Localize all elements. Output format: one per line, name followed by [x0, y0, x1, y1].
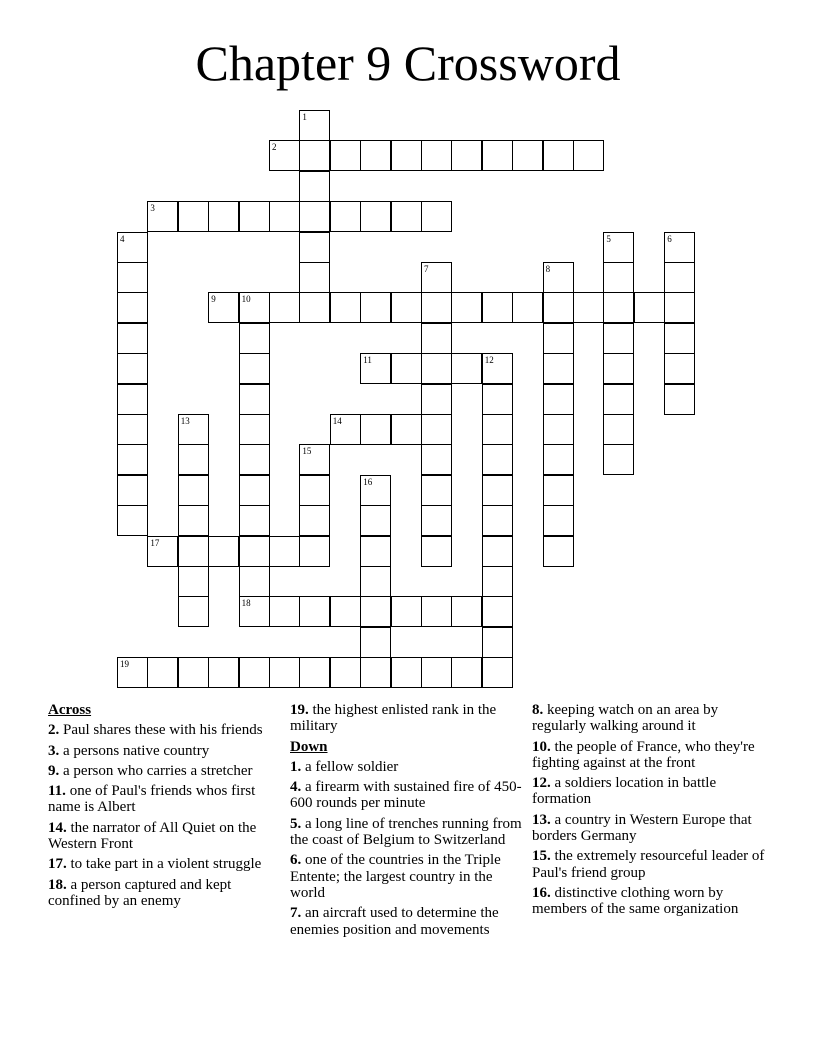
- grid-cell[interactable]: [664, 384, 695, 415]
- grid-cell[interactable]: [299, 171, 330, 202]
- clue-across-14[interactable]: 14. the narrator of All Quiet on the Western Front: [48, 819, 257, 853]
- grid-cell[interactable]: [543, 353, 574, 384]
- grid-cell[interactable]: [239, 505, 270, 536]
- grid-cell[interactable]: [543, 323, 574, 354]
- clue-across-9[interactable]: 9. a person who carries a stretcher: [48, 762, 253, 779]
- grid-cell[interactable]: [299, 536, 330, 567]
- clue-number-14: 14: [332, 416, 342, 426]
- grid-cell[interactable]: [512, 292, 543, 323]
- grid-cell[interactable]: [421, 292, 452, 323]
- clue-number-19: 19: [120, 659, 129, 670]
- clue-number-8: 8: [545, 264, 551, 274]
- grid-cell[interactable]: [421, 596, 452, 627]
- grid-cell[interactable]: [482, 414, 513, 445]
- grid-cell[interactable]: [208, 536, 239, 567]
- grid-cell[interactable]: [543, 414, 574, 445]
- grid-cell[interactable]: [421, 384, 452, 415]
- grid-cell[interactable]: [421, 444, 452, 475]
- grid-cell[interactable]: [573, 140, 604, 171]
- clue-down-7[interactable]: 7. an aircraft used to determine the enemies position and movements: [290, 905, 499, 938]
- grid-cell[interactable]: [391, 292, 422, 323]
- grid-cell[interactable]: [299, 232, 330, 263]
- grid-cell[interactable]: [299, 292, 330, 323]
- grid-cell[interactable]: [299, 475, 330, 506]
- grid-cell[interactable]: [178, 566, 209, 597]
- clue-down-16[interactable]: 16. distinctive clothing worn by members of the same organization: [532, 884, 739, 918]
- grid-cell[interactable]: [421, 353, 452, 384]
- grid-cell[interactable]: [299, 201, 330, 232]
- clue-down-13[interactable]: 13. a country in Western Europe that borders Germany: [532, 811, 752, 845]
- grid-cell[interactable]: [239, 566, 270, 597]
- clue-column-2: [290, 702, 526, 942]
- clue-column-3: [532, 702, 772, 922]
- grid-cell[interactable]: [451, 657, 482, 688]
- grid-cell[interactable]: [360, 292, 391, 323]
- grid-cell[interactable]: [299, 505, 330, 536]
- grid-cell[interactable]: [603, 292, 634, 323]
- grid-cell[interactable]: [482, 444, 513, 475]
- grid-cell[interactable]: [421, 505, 452, 536]
- grid-cell[interactable]: [239, 475, 270, 506]
- grid-cell[interactable]: [117, 262, 148, 293]
- grid-cell[interactable]: [360, 536, 391, 567]
- grid-cell[interactable]: [299, 657, 330, 688]
- grid-cell[interactable]: [269, 657, 300, 688]
- grid-cell[interactable]: [269, 201, 300, 232]
- clue-number-9: 9: [211, 294, 216, 305]
- grid-cell[interactable]: [603, 444, 634, 475]
- clue-across-19[interactable]: 19. the highest enlisted rank in the military: [290, 702, 497, 735]
- clue-number-11: 11: [363, 355, 372, 366]
- grid-cell[interactable]: [360, 596, 391, 627]
- clue-number-5: 5: [606, 233, 611, 244]
- grid-cell[interactable]: [330, 140, 361, 171]
- grid-cell[interactable]: [117, 353, 148, 384]
- grid-cell[interactable]: [451, 596, 482, 627]
- grid-cell[interactable]: [421, 414, 452, 445]
- grid-cell[interactable]: [421, 657, 452, 688]
- grid-cell[interactable]: [239, 536, 270, 567]
- grid-cell[interactable]: [178, 596, 209, 627]
- grid-cell[interactable]: [451, 292, 482, 323]
- clue-number-10: 10: [241, 294, 251, 305]
- grid-cell[interactable]: [117, 444, 148, 475]
- grid-cell[interactable]: [482, 657, 513, 688]
- grid-cell[interactable]: [330, 596, 361, 627]
- grid-cell[interactable]: [178, 475, 209, 506]
- clue-down-10[interactable]: 10. the people of France, who they're fighting against at the front: [532, 738, 755, 771]
- clue-number-2: 2: [272, 142, 277, 153]
- clue-across-18[interactable]: 18. a person captured and kept confined by an enemy: [48, 876, 232, 909]
- clue-down-12[interactable]: 12. a soldiers location in battle formation: [532, 775, 717, 808]
- across-heading: Across: [48, 702, 92, 718]
- clue-number-6: 6: [667, 233, 672, 244]
- grid-cell[interactable]: [117, 292, 148, 323]
- grid-cell[interactable]: [543, 536, 574, 567]
- grid-cell[interactable]: [360, 414, 391, 445]
- grid-cell[interactable]: [330, 201, 361, 232]
- clue-across-2[interactable]: 2. Paul shares these with his friends: [48, 722, 263, 739]
- clue-number-18: 18: [241, 598, 251, 609]
- clue-down-5[interactable]: 5. a long line of trenches running from the coast of Belgium to Switzerland: [290, 815, 522, 849]
- grid-cell[interactable]: [451, 140, 482, 171]
- grid-cell[interactable]: [482, 566, 513, 597]
- clue-number-17: 17: [150, 537, 160, 548]
- grid-cell[interactable]: [391, 201, 422, 232]
- grid-cell[interactable]: [117, 505, 148, 536]
- grid-cell[interactable]: [573, 292, 604, 323]
- grid-cell[interactable]: [543, 384, 574, 415]
- grid-cell[interactable]: [299, 140, 330, 171]
- grid-cell[interactable]: [208, 201, 239, 232]
- grid-cell[interactable]: [269, 536, 300, 567]
- grid-cell[interactable]: [603, 353, 634, 384]
- clue-number-13: 13: [180, 416, 190, 426]
- grid-cell[interactable]: [664, 323, 695, 354]
- grid-cell[interactable]: [239, 444, 270, 475]
- grid-cell[interactable]: [360, 627, 391, 658]
- grid-cell[interactable]: [239, 657, 270, 688]
- grid-cell[interactable]: [451, 353, 482, 384]
- grid-cell[interactable]: [603, 384, 634, 415]
- grid-cell[interactable]: [208, 657, 239, 688]
- grid-cell[interactable]: [391, 596, 422, 627]
- grid-cell[interactable]: [482, 536, 513, 567]
- clue-across-11[interactable]: 11. one of Paul's friends whos first name is Albert: [48, 783, 256, 816]
- grid-cell[interactable]: [360, 505, 391, 536]
- grid-cell[interactable]: [239, 323, 270, 354]
- grid-cell[interactable]: [603, 414, 634, 445]
- grid-cell[interactable]: [482, 292, 513, 323]
- grid-cell[interactable]: [391, 414, 422, 445]
- clue-down-4[interactable]: 4. a firearm with sustained fire of 450-600 rounds per minute: [290, 779, 522, 812]
- grid-cell[interactable]: [360, 201, 391, 232]
- grid-cell[interactable]: [391, 140, 422, 171]
- grid-cell[interactable]: [178, 536, 209, 567]
- grid-cell[interactable]: [421, 323, 452, 354]
- grid-cell[interactable]: [482, 140, 513, 171]
- grid-cell[interactable]: [482, 627, 513, 658]
- grid-cell[interactable]: [664, 292, 695, 323]
- grid-cell[interactable]: [178, 657, 209, 688]
- grid-cell[interactable]: [543, 292, 574, 323]
- clue-number-15: 15: [302, 446, 312, 457]
- grid-cell[interactable]: [421, 201, 452, 232]
- grid-cell[interactable]: [330, 657, 361, 688]
- grid-cell[interactable]: [117, 323, 148, 354]
- grid-cell[interactable]: [239, 201, 270, 232]
- grid-cell[interactable]: [299, 262, 330, 293]
- grid-cell[interactable]: [178, 505, 209, 536]
- grid-cell[interactable]: [360, 657, 391, 688]
- clue-number-7: 7: [424, 264, 429, 274]
- grid-cell[interactable]: [482, 475, 513, 506]
- clue-column-1: [48, 702, 284, 913]
- down-heading: Down: [290, 738, 328, 755]
- clue-across-3[interactable]: 3. a persons native country: [48, 742, 210, 759]
- grid-cell[interactable]: [603, 262, 634, 293]
- grid-cell[interactable]: [391, 657, 422, 688]
- clue-number-16: 16: [363, 476, 373, 487]
- grid-cell[interactable]: [117, 384, 148, 415]
- grid-cell[interactable]: [117, 475, 148, 506]
- grid-cell[interactable]: [482, 384, 513, 415]
- clue-down-15[interactable]: 15. the extremely resourceful leader of Paul's friend group: [532, 848, 765, 881]
- grid-cell[interactable]: [178, 444, 209, 475]
- clue-down-6[interactable]: 6. one of the countries in the Triple Entente; the largest country in the world: [290, 852, 501, 901]
- clue-down-8[interactable]: 8. keeping watch on an area by regularly walking around it: [532, 702, 719, 735]
- grid-cell[interactable]: [634, 292, 665, 323]
- page-title: Chapter 9 Crossword: [195, 35, 621, 91]
- grid-cell[interactable]: [603, 323, 634, 354]
- grid-cell[interactable]: [664, 262, 695, 293]
- clue-number-12: 12: [484, 355, 494, 366]
- clue-number-4: 4: [120, 233, 125, 244]
- grid-cell[interactable]: [543, 140, 574, 171]
- clue-number-3: 3: [150, 203, 155, 214]
- grid-cell[interactable]: [330, 292, 361, 323]
- grid-cell[interactable]: [117, 414, 148, 445]
- grid-cell[interactable]: [391, 353, 422, 384]
- grid-cell[interactable]: [543, 475, 574, 506]
- grid-cell[interactable]: [421, 475, 452, 506]
- grid-cell[interactable]: [178, 201, 209, 232]
- grid-cell[interactable]: [360, 140, 391, 171]
- grid-cell[interactable]: [512, 140, 543, 171]
- grid-cell[interactable]: [543, 444, 574, 475]
- grid-cell[interactable]: [147, 657, 178, 688]
- clue-across-17[interactable]: 17. to take part in a violent struggle: [48, 856, 262, 873]
- grid-cell[interactable]: [421, 536, 452, 567]
- grid-cell[interactable]: [299, 596, 330, 627]
- grid-cell[interactable]: [360, 566, 391, 597]
- grid-cell[interactable]: [239, 384, 270, 415]
- grid-cell[interactable]: [269, 292, 300, 323]
- grid-cell[interactable]: [239, 414, 270, 445]
- grid-cell[interactable]: [269, 596, 300, 627]
- grid-cell[interactable]: [664, 353, 695, 384]
- clue-number-1: 1: [302, 112, 307, 122]
- grid-cell[interactable]: [239, 353, 270, 384]
- clue-down-1[interactable]: 1. a fellow soldier: [290, 758, 399, 775]
- grid-cell[interactable]: [482, 505, 513, 536]
- grid-cell[interactable]: [482, 596, 513, 627]
- grid-cell[interactable]: [421, 140, 452, 171]
- grid-cell[interactable]: [543, 505, 574, 536]
